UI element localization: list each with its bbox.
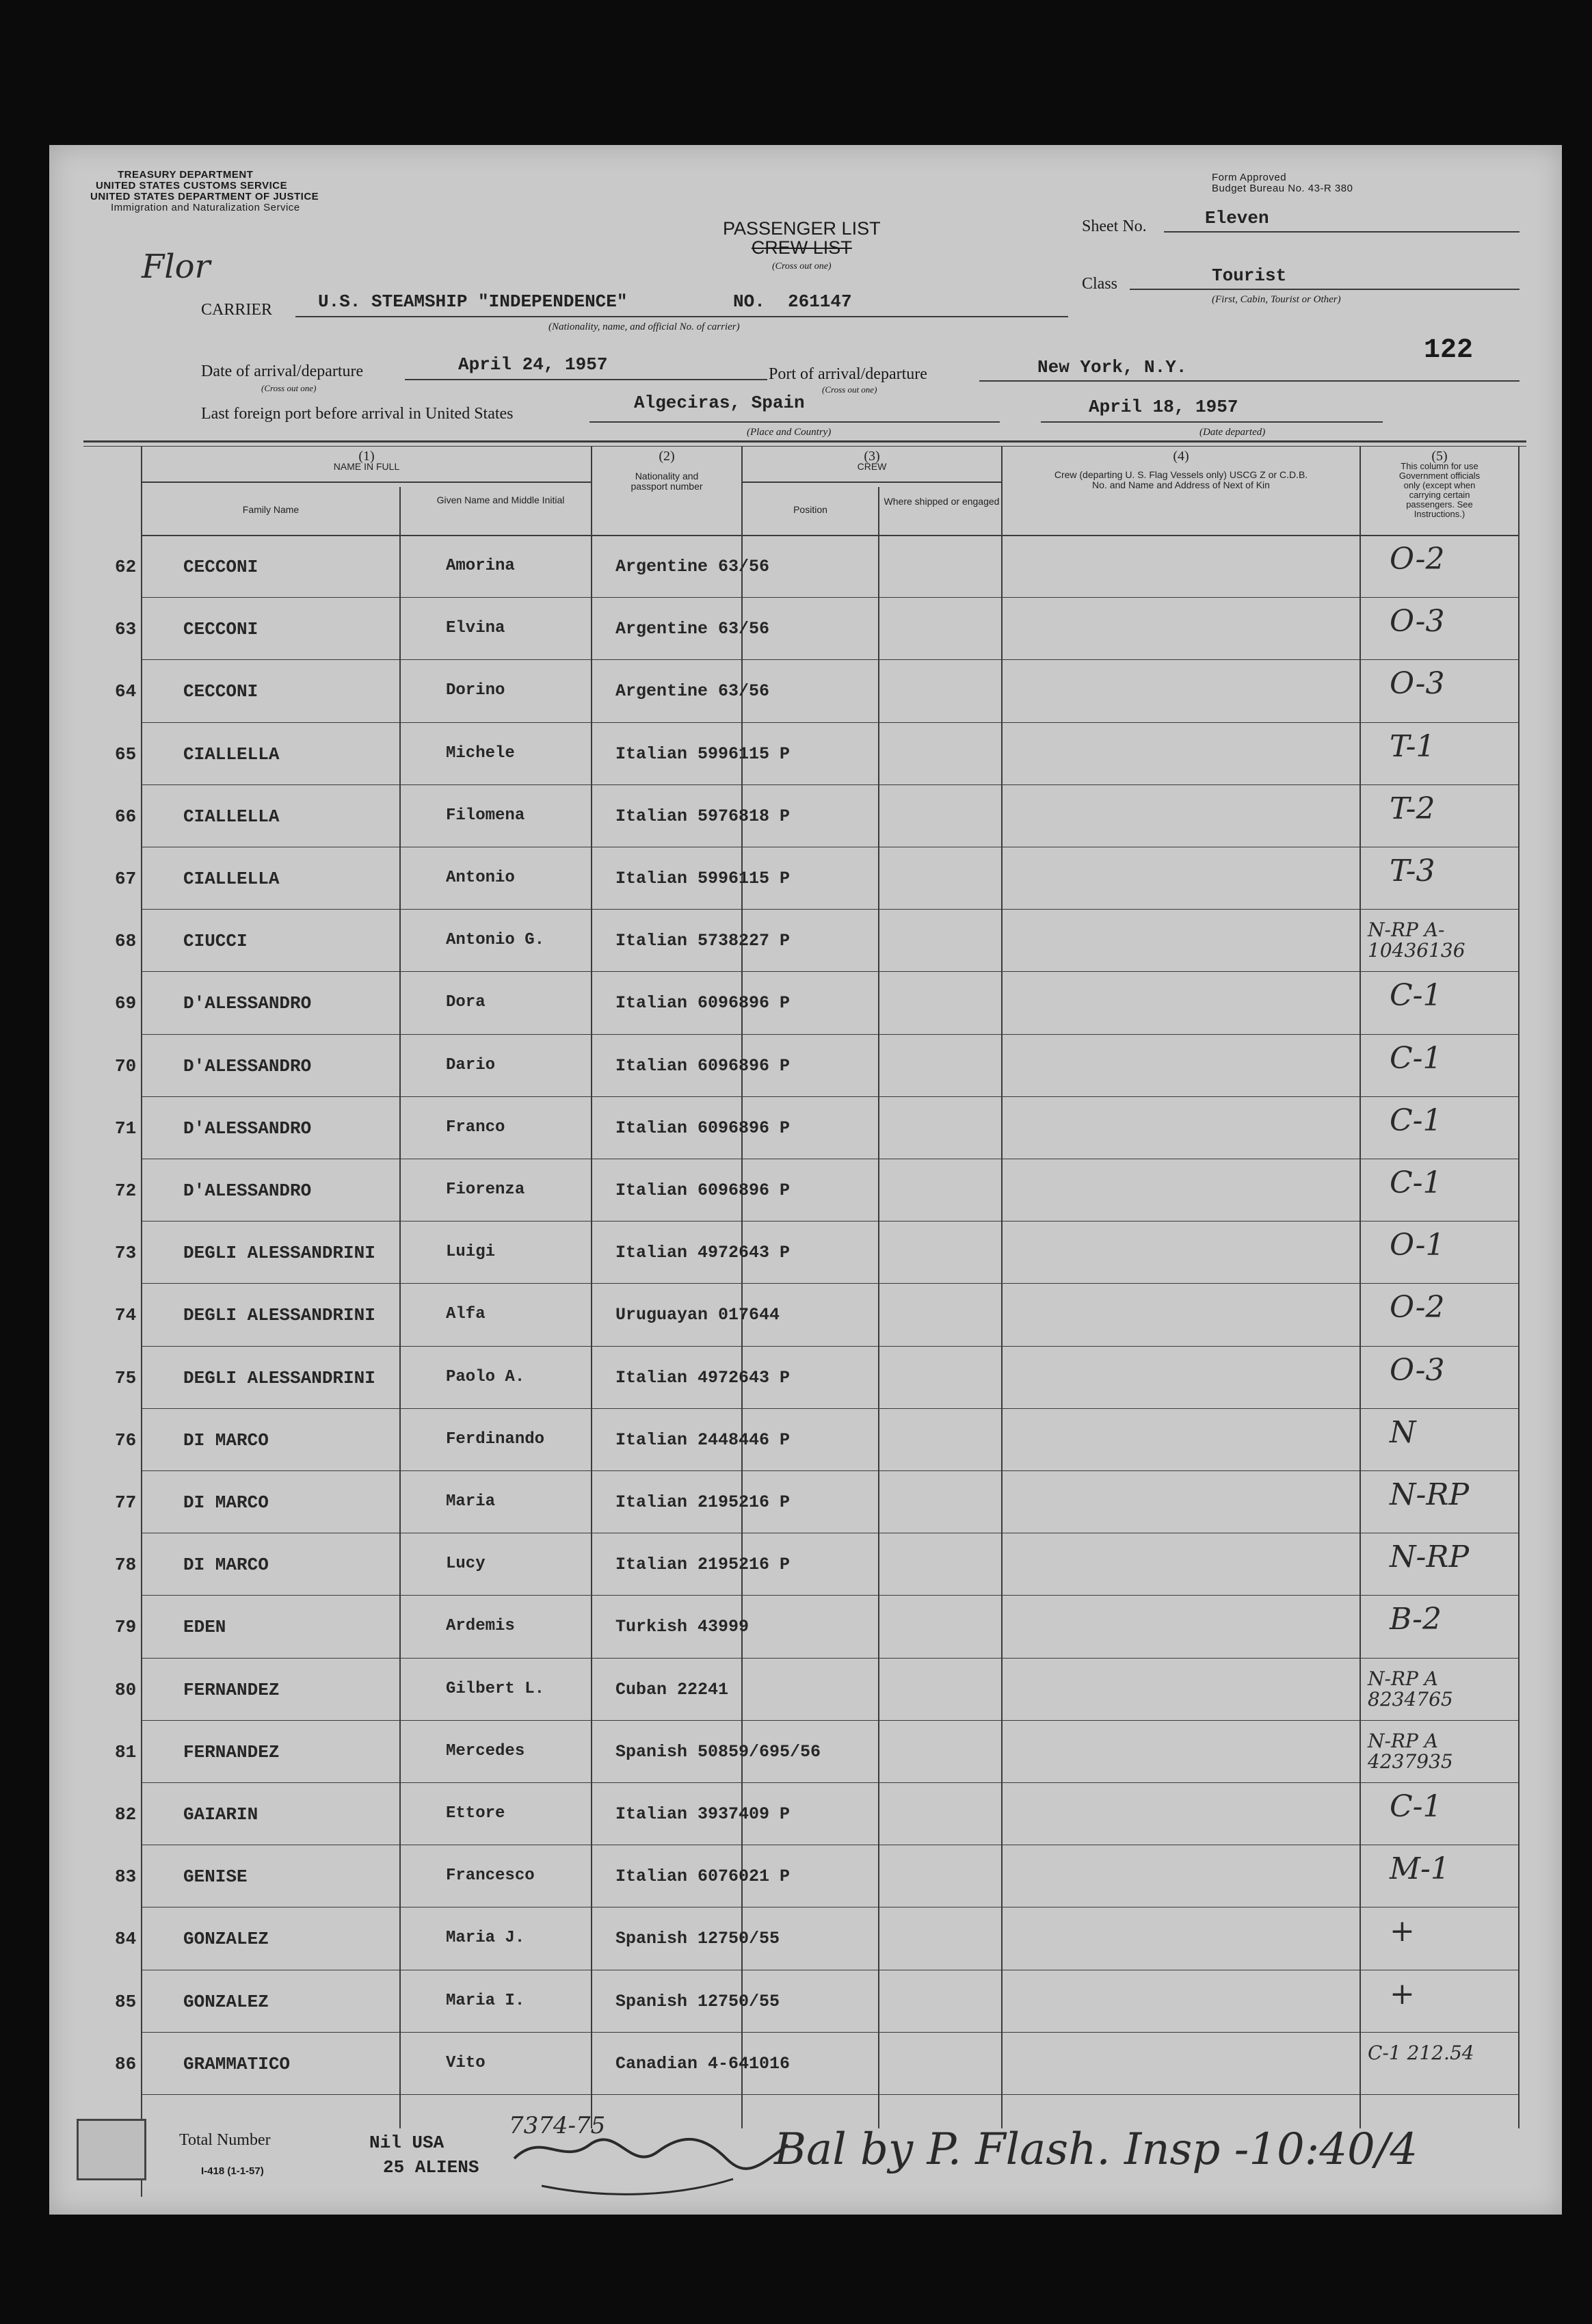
table-row	[49, 598, 1562, 661]
official-code: O-1	[1390, 1228, 1445, 1263]
arrival-date-value: April 24, 1957	[458, 354, 608, 375]
given-name: Alfa	[446, 1305, 486, 1324]
table-row	[49, 536, 1562, 598]
given-name: Maria	[446, 1492, 496, 1511]
given-name: Filomena	[446, 806, 525, 825]
table-row	[49, 1098, 1562, 1160]
col3-title: CREW	[857, 461, 887, 472]
nationality-passport: Spanish 12750/55	[615, 1929, 780, 1949]
nationality-passport: Italian 5996115 P	[615, 869, 791, 888]
official-code: C-1	[1390, 1165, 1442, 1200]
family-name: D'ALESSANDRO	[183, 993, 312, 1014]
given-name: Maria I.	[446, 1991, 525, 2010]
col5-header	[1361, 451, 1518, 519]
carrier-no-label: NO.	[733, 291, 765, 312]
table-row	[49, 1222, 1562, 1284]
family-name: FERNANDEZ	[183, 1679, 280, 1700]
col4-title: Crew (departing U. S. Flag Vessels only) USCG Z or C.D.B. No. and Name and Address of Next of Kin	[1054, 469, 1308, 490]
arrival-date-underline	[405, 379, 767, 380]
class-value: Tourist	[1212, 265, 1287, 286]
row-number: 63	[115, 619, 137, 640]
row-rule	[141, 597, 1520, 598]
table-row	[49, 973, 1562, 1035]
arrival-port-note: (Cross out one)	[822, 384, 877, 395]
class-underline	[1130, 289, 1520, 290]
nationality-passport: Cuban 22241	[615, 1679, 729, 1700]
family-name: D'ALESSANDRO	[183, 1180, 312, 1201]
class-note: (First, Cabin, Tourist or Other)	[1212, 294, 1341, 305]
nationality-passport: Argentine 63/56	[615, 619, 770, 639]
row-number: 75	[115, 1367, 137, 1388]
agency-line-1: TREASURY DEPARTMENT	[118, 169, 254, 181]
document-title	[723, 219, 881, 276]
row-rule	[141, 1658, 1520, 1659]
row-number: 73	[115, 1243, 137, 1264]
given-name: Paolo A.	[446, 1367, 525, 1386]
nationality-passport: Italian 6076021 P	[615, 1866, 791, 1887]
given-name: Antonio G.	[446, 931, 545, 950]
col2-number: (2)	[659, 449, 675, 464]
table-row	[49, 1846, 1562, 1908]
table-row	[49, 1596, 1562, 1659]
agency-line-3: UNITED STATES DEPARTMENT OF JUSTICE	[90, 191, 319, 202]
given-name: Ardemis	[446, 1617, 515, 1636]
last-port-label: Last foreign port before arrival in United States	[201, 405, 514, 423]
table-row	[49, 848, 1562, 910]
table-row	[49, 1035, 1562, 1098]
nationality-passport: Canadian 4-641016	[615, 2053, 791, 2074]
table-row	[49, 1721, 1562, 1784]
row-number: 66	[115, 806, 137, 827]
form-approved	[1212, 172, 1353, 194]
inspection-stamp-box	[77, 2119, 146, 2180]
row-number: 74	[115, 1305, 137, 1326]
title-cross-out-note: (Cross out one)	[771, 261, 832, 272]
col4-header	[1003, 451, 1359, 490]
given-name: Dario	[446, 1055, 496, 1074]
family-name: CECCONI	[183, 681, 258, 702]
footer-aliens: 25 ALIENS	[383, 2157, 479, 2178]
nationality-passport: Italian 6096896 P	[615, 1180, 791, 1200]
nationality-passport: Italian 4972643 P	[615, 1367, 791, 1388]
col3-number: (3)	[864, 449, 880, 464]
family-name: EDEN	[183, 1617, 226, 1638]
family-name: GONZALEZ	[183, 1991, 269, 2012]
family-name: GRAMMATICO	[183, 2053, 291, 2074]
official-code: C-1	[1390, 1789, 1442, 1824]
row-rule	[141, 1346, 1520, 1347]
col-given-header: Given Name and Middle Initial	[436, 494, 565, 505]
last-port-date-value: April 18, 1957	[1089, 397, 1238, 417]
row-rule	[141, 659, 1520, 660]
nationality-passport: Spanish 50859/695/56	[615, 1741, 821, 1762]
official-code: +	[1390, 1976, 1415, 2011]
nationality-passport: Argentine 63/56	[615, 557, 770, 577]
official-code: N-RP	[1390, 1540, 1470, 1575]
row-rule	[141, 1096, 1520, 1097]
row-number: 82	[115, 1804, 137, 1825]
official-code: N-RP A 8234765	[1368, 1667, 1453, 1711]
row-rule	[141, 2094, 1520, 2095]
footer-usa: Nil USA	[369, 2132, 445, 2153]
row-number: 79	[115, 1617, 137, 1638]
family-name: DI MARCO	[183, 1492, 269, 1513]
given-name: Dorino	[446, 681, 505, 700]
family-name: DEGLI ALESSANDRINI	[183, 1305, 375, 1326]
official-code: O-3	[1390, 1352, 1445, 1388]
row-rule	[141, 1470, 1520, 1471]
given-name: Gilbert L.	[446, 1679, 545, 1698]
official-code: B-2	[1390, 1602, 1442, 1637]
row-number: 71	[115, 1118, 137, 1139]
table-row	[49, 1659, 1562, 1721]
nationality-passport: Italian 2448446 P	[615, 1429, 791, 1450]
col1-title: NAME IN FULL	[333, 461, 400, 472]
title-crew-list: CREW LIST	[751, 237, 852, 258]
nationality-passport: Italian 3937409 P	[615, 1804, 791, 1824]
row-number: 67	[115, 869, 137, 889]
table-row	[49, 1472, 1562, 1534]
given-name: Vito	[446, 2053, 486, 2072]
row-number: 64	[115, 681, 137, 702]
official-code: C-1 212.54	[1368, 2041, 1474, 2064]
arrival-date-label: Date of arrival/departure	[201, 362, 364, 380]
row-rule	[141, 971, 1520, 972]
given-name: Francesco	[446, 1866, 535, 1886]
table-row	[49, 1410, 1562, 1472]
row-number: 80	[115, 1679, 137, 1700]
sheet-value: Eleven	[1205, 208, 1269, 228]
nationality-passport: Italian 6096896 P	[615, 1055, 791, 1076]
family-name: D'ALESSANDRO	[183, 1118, 312, 1139]
given-name: Franco	[446, 1118, 505, 1137]
carrier-note: (Nationality, name, and official No. of carrier)	[548, 321, 740, 332]
table-row	[49, 1347, 1562, 1410]
row-number: 81	[115, 1741, 137, 1762]
nationality-passport: Italian 2195216 P	[615, 1492, 791, 1512]
official-code: N-RP	[1390, 1477, 1470, 1512]
official-code: C-1	[1390, 978, 1442, 1014]
row-number: 70	[115, 1055, 137, 1077]
nationality-passport: Italian 4972643 P	[615, 1243, 791, 1263]
official-code: C-1	[1390, 1040, 1442, 1076]
nationality-passport: Italian 6096896 P	[615, 993, 791, 1014]
row-number: 69	[115, 993, 137, 1014]
col5-number: (5)	[1431, 449, 1448, 464]
row-number: 83	[115, 1866, 137, 1888]
row-rule	[141, 784, 1520, 785]
family-name: CIALLELLA	[183, 869, 280, 889]
nationality-passport: Spanish 12750/55	[615, 1991, 780, 2011]
table-row	[49, 1284, 1562, 1347]
given-name: Amorina	[446, 557, 515, 575]
family-name: DI MARCO	[183, 1429, 269, 1451]
given-name: Fiorenza	[446, 1180, 525, 1199]
official-code: O-3	[1390, 666, 1445, 702]
total-number-label: Total Number	[179, 2131, 271, 2149]
table-top-rule-2	[83, 446, 1526, 447]
col5-title: This column for use Government officials only (except when carrying certain passengers. See Instructions.)	[1398, 461, 1481, 519]
row-number: 86	[115, 2053, 137, 2074]
last-port-date-underline	[1041, 421, 1383, 423]
family-name: CIUCCI	[183, 931, 248, 952]
passenger-list-document	[49, 145, 1562, 2215]
family-name: FERNANDEZ	[183, 1741, 280, 1762]
given-name: Lucy	[446, 1555, 486, 1574]
family-name: GAIARIN	[183, 1804, 258, 1825]
table-row	[49, 1908, 1562, 1970]
sheet-underline	[1164, 231, 1520, 233]
last-port-date-note: (Date departed)	[1199, 427, 1266, 438]
table-row	[49, 1534, 1562, 1596]
col3-header	[743, 451, 1001, 472]
table-row	[49, 1971, 1562, 2033]
agency-line-4: Immigration and Naturalization Service	[111, 202, 300, 213]
family-name: CIALLELLA	[183, 743, 280, 765]
row-number: 78	[115, 1555, 137, 1576]
carrier-label: CARRIER	[201, 301, 273, 319]
nationality-passport: Turkish 43999	[615, 1617, 749, 1637]
col-position-header: Position	[793, 504, 827, 515]
row-number: 84	[115, 1929, 137, 1950]
col3-sub-rule	[743, 481, 1001, 483]
row-rule	[141, 1408, 1520, 1409]
nationality-passport: Italian 2195216 P	[615, 1555, 791, 1575]
official-code: T-1	[1390, 728, 1435, 764]
col1-header	[142, 451, 591, 472]
col-shipped-header: Where shipped or engaged	[884, 496, 1000, 507]
given-name: Antonio	[446, 869, 515, 887]
official-code: M-1	[1390, 1851, 1450, 1887]
table-row	[49, 1160, 1562, 1222]
row-rule	[141, 1034, 1520, 1035]
family-name: DI MARCO	[183, 1555, 269, 1576]
row-number: 68	[115, 931, 137, 952]
nationality-passport: Italian 5976818 P	[615, 806, 791, 826]
given-name: Michele	[446, 743, 515, 763]
col2-title: Nationality and passport number	[631, 471, 703, 492]
given-name: Maria J.	[446, 1929, 525, 1948]
arrival-port-underline	[979, 380, 1520, 382]
agency-line-2: UNITED STATES CUSTOMS SERVICE	[96, 180, 288, 192]
table-row	[49, 2033, 1562, 2096]
agency-block	[90, 170, 319, 213]
table-top-rule	[83, 440, 1526, 443]
table-row	[49, 661, 1562, 723]
row-number: 77	[115, 1492, 137, 1513]
col1-sub-rule	[142, 481, 591, 483]
form-approved-line-1: Form Approved	[1212, 172, 1287, 183]
last-port-value: Algeciras, Spain	[634, 393, 805, 413]
col2-header	[592, 451, 741, 492]
col-family-header: Family Name	[242, 504, 300, 515]
row-rule	[141, 722, 1520, 723]
last-port-note: (Place and Country)	[747, 427, 832, 438]
given-name: Ettore	[446, 1804, 505, 1823]
arrival-port-value: New York, N.Y.	[1037, 357, 1187, 378]
carrier-no-value: 261147	[788, 291, 852, 312]
arrival-port-label: Port of arrival/departure	[769, 365, 927, 383]
family-name: CECCONI	[183, 557, 258, 577]
given-name: Luigi	[446, 1243, 496, 1262]
signature-number: 7374-75	[509, 2112, 606, 2139]
row-rule	[141, 1221, 1520, 1222]
form-id: I-418 (1-1-57)	[201, 2165, 264, 2177]
row-number: 76	[115, 1429, 137, 1451]
row-rule	[141, 1720, 1520, 1721]
family-name: GENISE	[183, 1866, 248, 1888]
col1-number: (1)	[358, 449, 375, 464]
form-approved-line-2: Budget Bureau No. 43-R 380	[1212, 183, 1353, 194]
official-code: N	[1390, 1414, 1416, 1450]
family-name: D'ALESSANDRO	[183, 1055, 312, 1077]
row-rule	[141, 1782, 1520, 1783]
family-name: DEGLI ALESSANDRINI	[183, 1243, 375, 1264]
sheet-label: Sheet No.	[1082, 217, 1147, 235]
handwritten-flag: Flor	[142, 248, 211, 286]
official-code: T-3	[1390, 854, 1435, 888]
table-row	[49, 786, 1562, 848]
nationality-passport: Uruguayan 017644	[615, 1305, 780, 1325]
given-name: Mercedes	[446, 1741, 525, 1760]
table-row	[49, 724, 1562, 786]
row-rule	[141, 1595, 1520, 1596]
official-code: C-1	[1390, 1102, 1442, 1138]
table-row	[49, 1784, 1562, 1846]
row-rule	[141, 1283, 1520, 1284]
given-name: Ferdinando	[446, 1429, 545, 1449]
nationality-passport: Italian 5996115 P	[615, 743, 791, 764]
class-label: Class	[1082, 275, 1118, 293]
inspector-signature	[501, 2117, 801, 2213]
row-number: 72	[115, 1180, 137, 1201]
row-number: 85	[115, 1991, 137, 2012]
page-number: 122	[1424, 335, 1474, 366]
official-code: +	[1390, 1914, 1415, 1949]
nationality-passport: Italian 5738227 P	[615, 931, 791, 951]
carrier-underline	[295, 316, 1068, 317]
nationality-passport: Argentine 63/56	[615, 681, 770, 702]
col4-number: (4)	[1173, 449, 1189, 464]
row-number: 65	[115, 743, 137, 765]
table-row	[49, 910, 1562, 973]
family-name: CIALLELLA	[183, 806, 280, 827]
carrier-value: U.S. STEAMSHIP "INDEPENDENCE"	[318, 291, 628, 312]
official-code: O-2	[1390, 542, 1445, 577]
given-name: Dora	[446, 993, 486, 1012]
official-code: N-RP A 4237935	[1368, 1729, 1453, 1773]
given-name: Elvina	[446, 619, 505, 638]
nationality-passport: Italian 6096896 P	[615, 1118, 791, 1138]
official-code: O-3	[1390, 604, 1445, 639]
official-code: O-2	[1390, 1290, 1445, 1325]
row-rule	[141, 2032, 1520, 2033]
official-code: T-2	[1390, 791, 1435, 826]
title-passenger-list: PASSENGER LIST	[723, 218, 881, 239]
official-code: N-RP A-10436136	[1368, 919, 1465, 962]
family-name: CECCONI	[183, 619, 258, 640]
row-number: 62	[115, 557, 137, 577]
arrival-date-note: (Cross out one)	[261, 383, 317, 393]
last-port-underline	[589, 421, 1000, 423]
family-name: DEGLI ALESSANDRINI	[183, 1367, 375, 1388]
row-rule	[141, 909, 1520, 910]
handwritten-inspector-note: Bal by P. Flash. Insp -10:40/4	[774, 2124, 1418, 2175]
family-name: GONZALEZ	[183, 1929, 269, 1950]
